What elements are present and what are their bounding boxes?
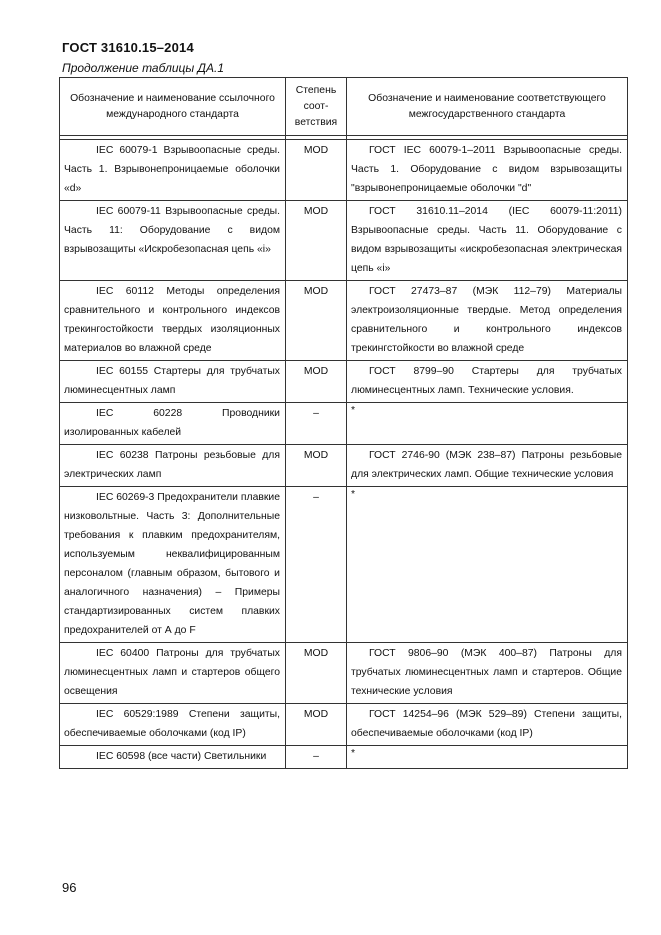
interstate-standard-cell: ГОСТ 2746-90 (МЭК 238–87) Патроны резьбовые для электрических ламп. Общие технические условия [347, 445, 628, 487]
interstate-standard-cell: ГОСТ 31610.11–2014 (IEC 60079-11:2011) Взрывоопасные среды. Часть 11. Оборудование с видом взрывозащиты «искробезопасная электрическая цепь «i» [347, 201, 628, 281]
international-standard-cell: IEC 60238 Патроны резьбовые для электрических ламп [60, 445, 286, 487]
interstate-standard-cell: * [347, 746, 628, 769]
degree-cell: MOD [286, 704, 347, 746]
header-degree-of-conformity: Степень соот-ветствия [286, 78, 347, 136]
degree-cell: MOD [286, 281, 347, 361]
international-standard-cell: IEC 60079-11 Взрывоопасные среды. Часть 11: Оборудование с видом взрывозащиты «Искробезопасная цепь «i» [60, 201, 286, 281]
table-row [60, 746, 628, 769]
interstate-standard-cell: * [347, 487, 628, 643]
degree-cell: MOD [286, 361, 347, 403]
header-international-standard: Обозначение и наименование ссылочного международного стандарта [60, 78, 286, 136]
interstate-standard-cell: ГОСТ 27473–87 (МЭК 112–79) Материалы электроизоляционные твердые. Метод определения сравнительного и контрольного индексов трекингстойкости во влажной среде [347, 281, 628, 361]
document-title: ГОСТ 31610.15–2014 [62, 40, 194, 55]
table-row [60, 201, 628, 281]
table-row [60, 445, 628, 487]
interstate-standard-cell: ГОСТ 9806–90 (МЭК 400–87) Патроны для трубчатых люминесцентных ламп и стартеров. Общие технические условия [347, 643, 628, 704]
international-standard-cell: IEC 60529:1989 Степени защиты, обеспечиваемые оболочками (код IP) [60, 704, 286, 746]
international-standard-cell: IEC 60228 Проводники изолированных кабелей [60, 403, 286, 445]
degree-cell: MOD [286, 140, 347, 201]
degree-cell: MOD [286, 643, 347, 704]
international-standard-cell: IEC 60598 (все части) Светильники [60, 746, 286, 769]
interstate-standard-cell: ГОСТ 8799–90 Стартеры для трубчатых люминесцентных ламп. Технические условия. [347, 361, 628, 403]
degree-cell: – [286, 403, 347, 445]
international-standard-cell: IEC 60269-3 Предохранители плавкие низковольтные. Часть 3: Дополнительные требования к плавким предохранителям, используемым неквалифицированным персоналом (главным образом, бытового и аналогичного назначения) – Примеры стандартизированных систем плавких предохранителей от А до F [60, 487, 286, 643]
degree-cell: – [286, 487, 347, 643]
table-row [60, 487, 628, 643]
table-row [60, 704, 628, 746]
interstate-standard-cell: ГОСТ 14254–96 (МЭК 529–89) Степени защиты, обеспечиваемые оболочками (код IP) [347, 704, 628, 746]
table-caption: Продолжение таблицы ДА.1 [62, 61, 225, 75]
degree-cell: – [286, 746, 347, 769]
header-interstate-standard: Обозначение и наименование соответствующего межгосударственного стандарта [347, 78, 628, 136]
table-row [60, 281, 628, 361]
interstate-standard-cell: ГОСТ IEC 60079-1–2011 Взрывоопасные среды. Часть 1. Оборудование с видом взрывозащиты "взрывонепроницаемые оболочки "d" [347, 140, 628, 201]
international-standard-cell: IEC 60400 Патроны для трубчатых люминесцентных ламп и стартеров общего освещения [60, 643, 286, 704]
interstate-standard-cell: * [347, 403, 628, 445]
degree-cell: MOD [286, 445, 347, 487]
page-number: 96 [62, 880, 77, 895]
standards-table [59, 77, 628, 769]
international-standard-cell: IEC 60112 Методы определения сравнительного и контрольного индексов трекингостойкости твердых изоляционных материалов во влажной среде [60, 281, 286, 361]
table-row [60, 643, 628, 704]
table-row [60, 361, 628, 403]
international-standard-cell: IEC 60155 Стартеры для трубчатых люминесцентных ламп [60, 361, 286, 403]
table-row [60, 140, 628, 201]
table-row [60, 403, 628, 445]
international-standard-cell: IEC 60079-1 Взрывоопасные среды. Часть 1. Взрывонепроницаемые оболочки «d» [60, 140, 286, 201]
table-header-row [60, 78, 628, 136]
degree-cell: MOD [286, 201, 347, 281]
